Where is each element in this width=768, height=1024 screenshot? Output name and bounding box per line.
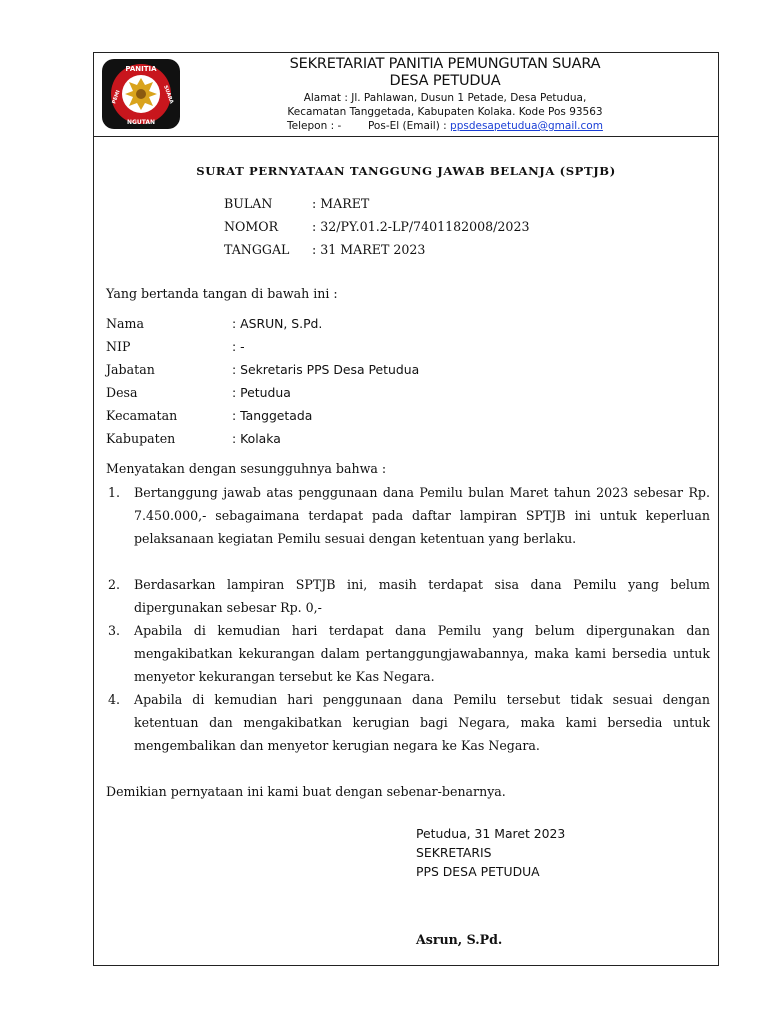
logo-right-text: SUARA bbox=[162, 84, 175, 105]
letterhead-divider bbox=[93, 136, 719, 137]
identity-label: Desa bbox=[106, 385, 138, 400]
email-link[interactable]: ppsdesapetudua@gmail.com bbox=[450, 120, 603, 132]
identity-value: : - bbox=[232, 339, 245, 354]
item-number: 1. bbox=[108, 485, 121, 500]
item-number: 4. bbox=[108, 692, 121, 707]
item-text: Apabila di kemudian hari penggunaan dana Pemilu tersebut tidak sesuai dengan ketentuan dan mengakibatkan kerugian bagi Negara, maka kami bersedia untuk mengembalikan dan menyetor kerugian negara ke Kas Negara. bbox=[134, 692, 710, 753]
letterhead-address-1: Alamat : Jl. Pahlawan, Dusun 1 Petade, Desa Petudua, bbox=[303, 92, 587, 104]
meta-label-tanggal: TANGGAL bbox=[224, 242, 290, 257]
meta-label-nomor: NOMOR bbox=[224, 219, 279, 234]
logo-left-text: PEMI bbox=[111, 89, 122, 105]
meta-label-bulan: BULAN bbox=[224, 196, 273, 211]
letterhead-contact bbox=[200, 119, 690, 133]
identity-label: Kecamatan bbox=[106, 408, 178, 423]
identity-value: : Petudua bbox=[232, 385, 291, 400]
contact-prefix: Telepon : - Pos-El (Email) : bbox=[287, 120, 451, 132]
identity-value: : Sekretaris PPS Desa Petudua bbox=[232, 362, 420, 377]
signature-place-date: Petudua, 31 Maret 2023 bbox=[416, 826, 566, 841]
signature-position: SEKRETARIS bbox=[416, 845, 492, 860]
item-text: Bertanggung jawab atas penggunaan dana Pemilu bulan Maret tahun 2023 sebesar Rp. 7.450.000,- sebagaimana terdapat pada daftar lampiran SPTJB ini untuk keperluan pelaksanaan kegiatan Pemilu sesuai dengan ketentuan yang berlaku. bbox=[134, 485, 710, 546]
pps-logo bbox=[101, 58, 181, 130]
logo-top-text: PANITIA bbox=[125, 65, 157, 73]
item-number: 2. bbox=[108, 577, 121, 592]
item-number: 3. bbox=[108, 623, 121, 638]
identity-label: Jabatan bbox=[106, 362, 155, 377]
signature-name: Asrun, S.Pd. bbox=[416, 932, 503, 947]
identity-label: Kabupaten bbox=[106, 431, 176, 446]
identity-value: : ASRUN, S.Pd. bbox=[232, 316, 323, 331]
letterhead-title-2: DESA PETUDUA bbox=[389, 73, 501, 89]
meta-value-bulan: : MARET bbox=[312, 196, 370, 211]
meta-value-tanggal: : 31 MARET 2023 bbox=[312, 242, 426, 257]
meta-value-nomor: : 32/PY.01.2-LP/7401182008/2023 bbox=[312, 219, 530, 234]
closing-text: Demikian pernyataan ini kami buat dengan sebenar-benarnya. bbox=[106, 784, 506, 799]
letterhead-address-2: Kecamatan Tanggetada, Kabupaten Kolaka. Kode Pos 93563 bbox=[287, 106, 603, 118]
letterhead-title-1: SEKRETARIAT PANITIA PEMUNGUTAN SUARA bbox=[289, 56, 601, 72]
letterhead bbox=[200, 56, 690, 133]
declaration-text: Menyatakan dengan sesungguhnya bahwa : bbox=[106, 461, 387, 476]
intro-text: Yang bertanda tangan di bawah ini : bbox=[106, 286, 338, 301]
item-text: Berdasarkan lampiran SPTJB ini, masih terdapat sisa dana Pemilu yang belum dipergunakan sebesar Rp. 0,- bbox=[134, 577, 710, 615]
identity-value: : Tanggetada bbox=[232, 408, 313, 423]
identity-value: : Kolaka bbox=[232, 431, 281, 446]
logo-bottom-text: NGUTAN bbox=[126, 119, 156, 126]
identity-label: NIP bbox=[106, 339, 131, 354]
identity-label: Nama bbox=[106, 316, 144, 331]
document-title: SURAT PERNYATAAN TANGGUNG JAWAB BELANJA (SPTJB) bbox=[196, 164, 616, 178]
signature-org: PPS DESA PETUDUA bbox=[416, 864, 540, 879]
item-text: Apabila di kemudian hari terdapat dana Pemilu yang belum dipergunakan dan mengakibatkan kekurangan dalam pertanggungjawabannya, maka kami bersedia untuk menyetor kekurangan tersebut ke Kas Negara. bbox=[134, 623, 710, 684]
